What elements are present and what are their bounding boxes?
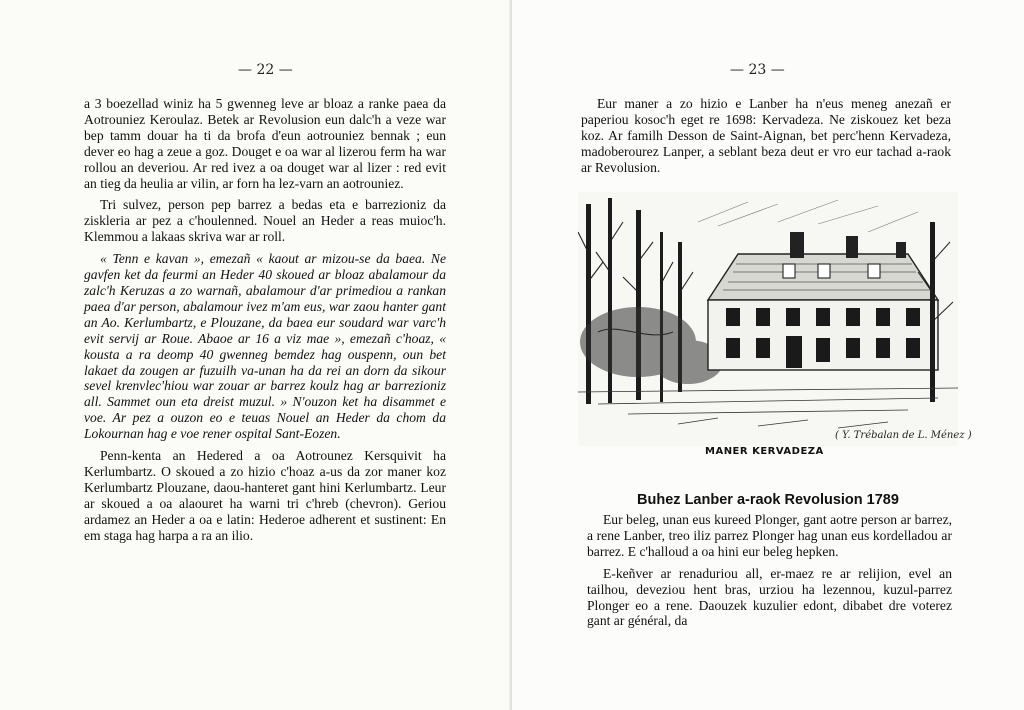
section-heading: Buhez Lanber a-raok Revolusion 1789 [637,492,899,508]
manor-illustration [578,192,958,446]
paragraph: Tri sulvez, person pep barrez a bedas eta e barrezioniz da ziskleria ar pez a c'houlenned. Nouel an Heder a reas muioc'h. Klemmou a lakaas skriva war ar roll. [84,197,446,245]
right-page-intro [581,96,951,182]
paragraph: « Tenn e kavan », emezañ « kaout ar mizou-se da baea. Ne gavfen ket da feurmi an Heder 40 skoued ar bloaz abalamour da zalc'h Keruzas a zo warnañ, abalamour d'ar primediou a rankan paea d'ar person, abalamour ivez m'am eus, war zaou hanter gant an Ao. Kerlumbartz, e Plouzane, da baea eur soudard war varc'h evit servij ar Roue. Abaoe ar 16 a viz mae », emezañ c'hoaz, « kousta a ra deomp 40 gwenneg bemdez hag ouspenn, oun bet lakaet da zougen ar fuzuilh va-unan ha da rei an dorn da sikour sevel krenvlec'hiou war zouar ar barrez koulz hag ar barrezioniz all. Sammet oun eta dreist muzul. » N'ouzon ket ha disammet e voe. Ar pez a ouzon eo e teuas Nouel an Heder da chom da Lokournan hag e voe rener ospital Sant-Eozen. [84,251,446,442]
page-number: — 23 — [730,62,785,78]
page-number: — 22 — [238,62,293,78]
paragraph: Eur maner a zo hizio e Lanber ha n'eus meneg anezañ er paperiou kosoc'h eget re 1698: Kervadeza. Ne ziskouez ket beza koz. Ar familh Desson de Saint-Aignan, bet perc'henn Kervadeza, madoberourez Lanper, a seblant beza deut er vro eur tachad a-raok ar Revolusion. [581,96,951,175]
paragraph: a 3 boezellad winiz ha 5 gwenneg leve ar bloaz a ranke paea da Aotrouniez Keroulaz. Betek ar Revolusion eun dalc'h a veze war bep tamm douar ha ti da brofa d'eun aotrouniez bennak ; eun dever eo hag a zeue a goz. Douget e oa war al lizerou ferm ha war rollou an deveriou. Ar red ivez a oa douget war al lizer : red evit an tieg da heulia ar vilin, ar forn ha lez-varn an aotrouniez. [84,96,446,191]
paragraph: E-keñver ar renaduriou all, er-maez re ar relijion, evel an tailhou, deveziou hent bras, urziou ha lezennou, kuzul-parrez Plonger eo a rene. Daouzek kuzulier edont, dibabet dre voterez gant ar général, da [587,565,952,629]
paragraph: Penn-kenta an Hedered a oa Aotrounez Kersquivit ha Kerlumbartz. O skoued a zo hizio c'hoaz a-us da zor maner koz Kerlumbartz Plouzane, daou-hanteret gant hini Kerlumbartz. Leur ar skoued a oa alaouret ha warni tri c'hreb (chevron). Geriou ardamez an Heder a oa e latin: Hederoe adherent et sustinent: En em staga hag harpa a ra an ilio. [84,448,446,543]
right-page-body [587,512,952,635]
illustration-signature: ( Y. Trébalan de L. Ménez ) [835,430,972,441]
paragraph: Eur beleg, unan eus kureed Plonger, gant aotre person ar barrez, a rene Lanber, treo iliz parrez Plonger hag unan eus kordelladou ar barrez. E c'halloud a oa hini eur beleg hepken. [587,512,952,559]
illustration-caption: MANER KERVADEZA [705,446,824,457]
left-page-body [84,96,446,549]
